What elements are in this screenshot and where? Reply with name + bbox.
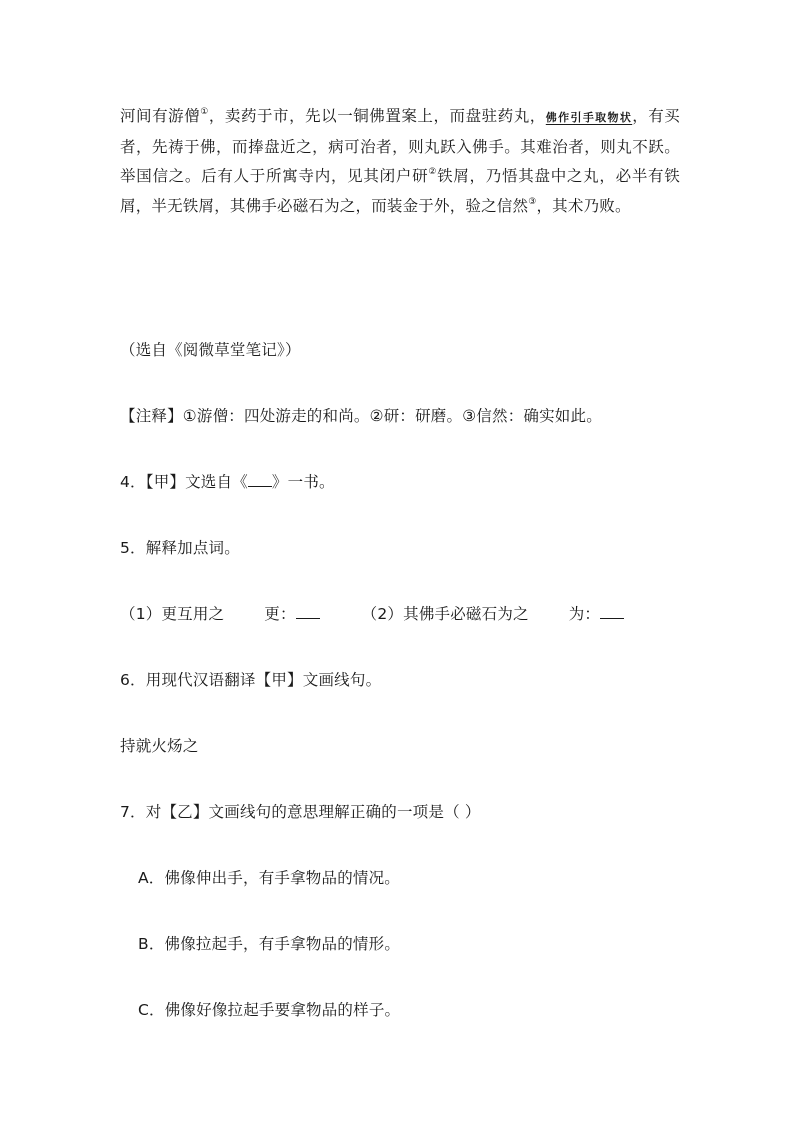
question-6: 6．用现代汉语翻译【甲】文画线句。 — [120, 671, 382, 689]
answer-blank-q5-1[interactable] — [296, 604, 320, 619]
q5-item2-prefix: （2）其佛手必磁石为之 — [361, 605, 529, 623]
underlined-sentence: 佛作引手取物状 — [545, 111, 633, 124]
answer-blank-q4[interactable] — [248, 472, 272, 487]
option-a[interactable]: A．佛像伸出手，有手拿物品的情况。 — [138, 869, 401, 887]
option-c[interactable]: C．佛像好像拉起手要拿物品的样子。 — [138, 1001, 401, 1019]
passage-text-2: ，卖药于市，先以一铜佛置案上，而盘驻药丸， — [208, 107, 546, 125]
footnote-marker-1: ① — [200, 107, 209, 117]
footnote-marker-2: ② — [428, 167, 438, 177]
classical-passage — [120, 102, 680, 221]
question-7: 7．对【乙】文画线句的意思理解正确的一项是（ ） — [120, 803, 481, 821]
footnote-marker-3: ③ — [528, 196, 537, 207]
answer-blank-q5-2[interactable] — [600, 604, 624, 619]
passage-text-3: ，有买者，先祷于佛，而捧盘近之，病可治者，则丸跃入佛手。其难治者，则丸不跃。举国信之。后有人于所寓寺内，见其闭户研 — [120, 107, 681, 185]
question-5: 5．解释加点词。 — [120, 539, 240, 557]
source-citation: （选自《阅微草堂笔记》） — [120, 341, 301, 359]
question-5-items — [120, 602, 624, 624]
q5-item1-word: 更： — [264, 605, 296, 623]
q5-item1-prefix: （1）更互用之 — [120, 605, 225, 623]
question-4-suffix: 》一书。 — [271, 473, 335, 491]
annotation-notes: 【注释】①游僧：四处游走的和尚。②研：研磨。③信然：确实如此。 — [120, 407, 602, 425]
passage-text-4: 铁屑，乃悟其盘中之丸，必半有铁屑，半无铁屑，其佛手必磁石为之，而装金于外，验之信然 — [120, 167, 680, 215]
option-b[interactable]: B．佛像拉起手，有手拿物品的情形。 — [138, 935, 401, 953]
question-6-sentence: 持就火炀之 — [120, 737, 199, 755]
passage-text-1: 河间有游僧 — [120, 107, 201, 125]
q5-item2-word: 为： — [568, 605, 601, 623]
question-4 — [120, 470, 335, 492]
question-4-prefix: 4．【甲】文选自《 — [120, 473, 248, 491]
passage-text-5: ，其术乃败。 — [536, 196, 631, 215]
